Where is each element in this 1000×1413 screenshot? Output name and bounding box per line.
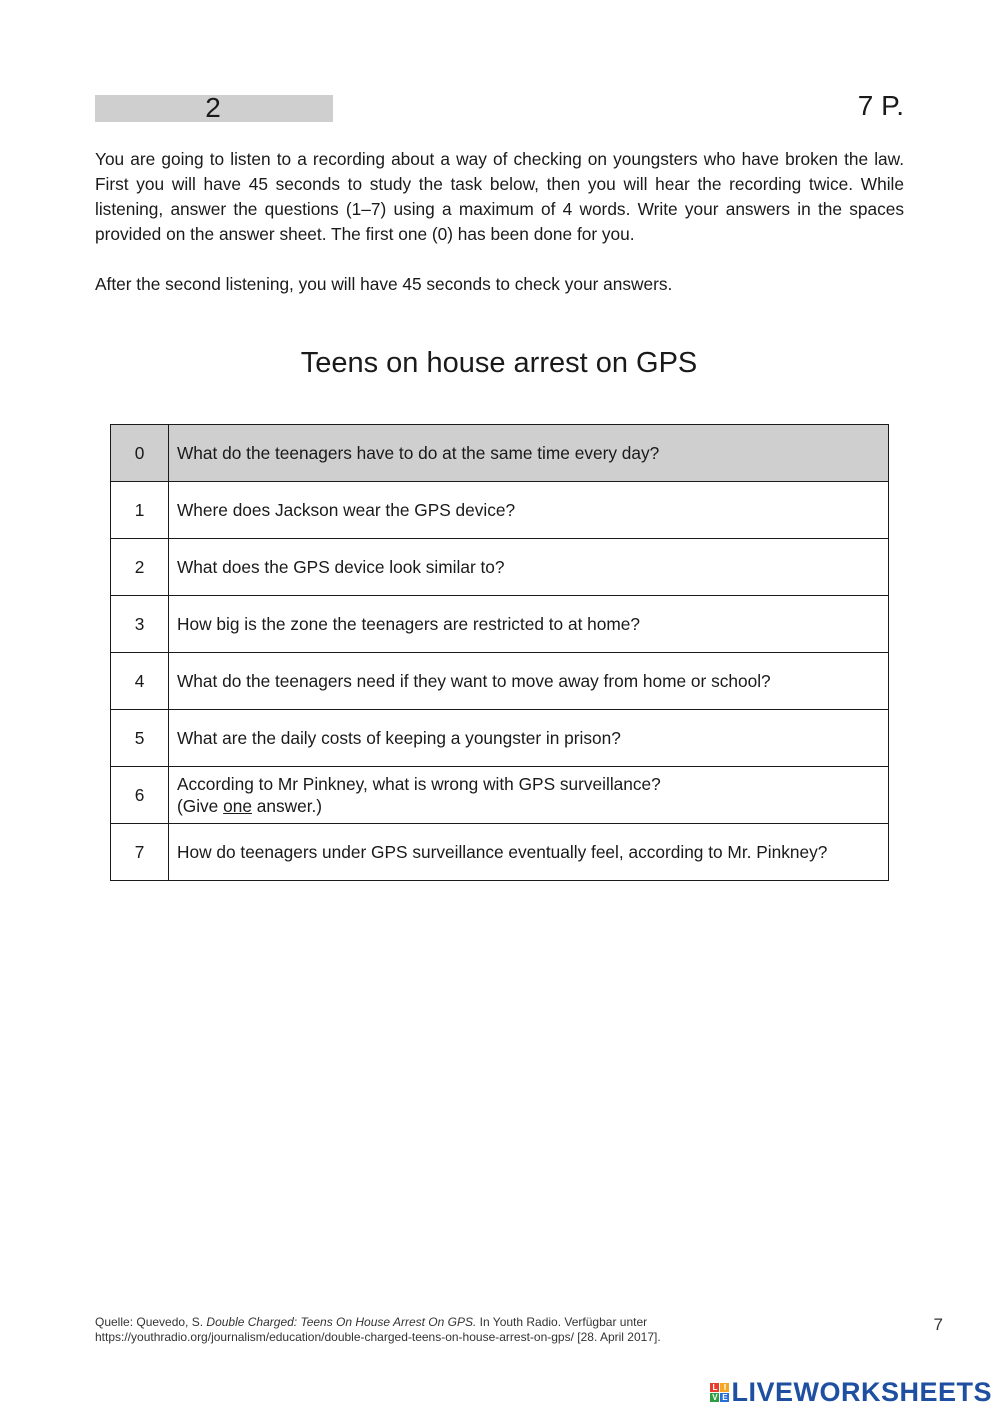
worksheet-title: Teens on house arrest on GPS bbox=[300, 347, 698, 379]
question-text: What are the daily costs of keeping a youngster in prison? bbox=[169, 710, 889, 767]
question-number: 7 bbox=[111, 824, 169, 881]
question-text: What do the teenagers have to do at the same time every day? bbox=[169, 425, 889, 482]
logo-mark-letter: I bbox=[720, 1383, 729, 1392]
question-text: What does the GPS device look similar to? bbox=[169, 539, 889, 596]
question-row bbox=[111, 482, 889, 539]
logo-mark-letter: E bbox=[722, 1393, 728, 1402]
source-prefix: Quelle: Quevedo, S. bbox=[95, 1315, 207, 1329]
question-hint-suffix: answer.) bbox=[251, 796, 323, 816]
points-label: 7 P. bbox=[857, 90, 904, 121]
question-text-multiline bbox=[169, 767, 889, 824]
logo-mark-letter: V bbox=[712, 1393, 718, 1402]
page-number: 7 bbox=[933, 1315, 943, 1334]
question-row bbox=[111, 767, 889, 824]
task-number-bar bbox=[95, 92, 333, 123]
question-text: Where does Jackson wear the GPS device? bbox=[169, 482, 889, 539]
liveworksheets-logo bbox=[710, 1377, 992, 1408]
question-row-example bbox=[111, 425, 889, 482]
question-hint-underlined: one bbox=[223, 796, 252, 816]
question-row bbox=[111, 710, 889, 767]
question-row bbox=[111, 539, 889, 596]
question-text: According to Mr Pinkney, what is wrong with GPS surveillance? bbox=[177, 774, 661, 794]
questions-table bbox=[110, 424, 889, 881]
source-suffix: In Youth Radio. Verfügbar unter https://youthradio.org/journalism/education/double-charged-teens-on-house-arrest-on-gps/ [28. April 2017]. bbox=[95, 1315, 661, 1344]
question-number: 0 bbox=[111, 425, 169, 482]
question-row bbox=[111, 824, 889, 881]
question-number: 3 bbox=[111, 596, 169, 653]
question-number: 4 bbox=[111, 653, 169, 710]
question-number: 5 bbox=[111, 710, 169, 767]
question-number: 2 bbox=[111, 539, 169, 596]
question-text: What do the teenagers need if they want to move away from home or school? bbox=[169, 653, 889, 710]
question-hint-prefix: (Give bbox=[177, 796, 224, 816]
source-citation bbox=[95, 1315, 895, 1345]
question-number: 1 bbox=[111, 482, 169, 539]
question-text: How do teenagers under GPS surveillance eventually feel, according to Mr. Pinkney? bbox=[169, 824, 889, 881]
task-number: 2 bbox=[205, 92, 221, 123]
instructions bbox=[95, 147, 904, 297]
question-row bbox=[111, 596, 889, 653]
logo-mark-letter: L bbox=[710, 1383, 719, 1392]
logo-mark-icon bbox=[710, 1383, 729, 1402]
instructions-paragraph-1: You are going to listen to a recording about a way of checking on youngsters who have broken the law. First you will have 45 seconds to study the task below, then you will hear the recording twice. While listening, answer the questions (1–7) using a maximum of 4 words. Write your answers in the spaces provided on the answer sheet. The first one (0) has been done for you. bbox=[95, 149, 904, 244]
source-title: Double Charged: Teens On House Arrest On GPS. bbox=[206, 1315, 477, 1329]
question-text: How big is the zone the teenagers are restricted to at home? bbox=[169, 596, 889, 653]
question-number: 6 bbox=[111, 767, 169, 824]
instructions-paragraph-2: After the second listening, you will have 45 seconds to check your answers. bbox=[95, 274, 673, 294]
logo-text: LIVEWORKSHEETS bbox=[731, 1377, 992, 1407]
question-row bbox=[111, 653, 889, 710]
